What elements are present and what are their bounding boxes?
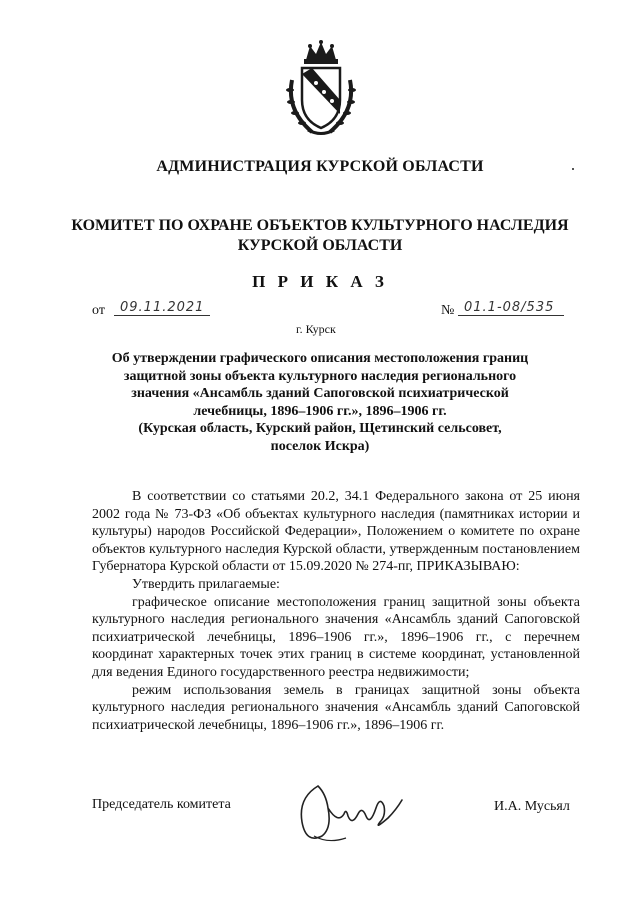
signatory-position: Председатель комитета [92,797,231,812]
coat-of-arms-icon [282,40,360,138]
signatory-name: И.А. Мусьял [494,799,570,814]
title-line: значения «Ансамбль зданий Сапоговской психиатрической [131,386,509,401]
body-paragraph-preamble: В соответствии со статьями 20.2, 34.1 Федерального закона от 25 июня 2002 года № 73-ФЗ «Об объектах культурного наследия (памятниках истории и культуры) народов Российской Федерации», Положением о комитете по охране объектов культурного наследия Курской области, утвержденным постановлением Губернатора Курской области от 15.09.2020 № 274-пг, ПРИКАЗЫВАЮ: [92,489,580,575]
committee-heading [0,216,640,256]
title-line: поселок Искра) [270,438,370,454]
order-date: 09.11.2021 [114,300,210,316]
city: г. Курск [296,322,336,336]
body-paragraph-land-use-regime: режим использования земель в границах защитной зоны объекта культурного наследия регионального значения «Ансамбль зданий Сапоговской психиатрической лечебницы, 1896–1906 гг.», 1896–1906 гг. [92,682,580,733]
handwritten-signature [288,778,408,848]
administration-heading: АДМИНИСТРАЦИЯ КУРСКОЙ ОБЛАСТИ [156,158,484,175]
title-line: Об утверждении графического описания местоположения границ [111,351,529,366]
committee-heading-line-1: КОМИТЕТ ПО ОХРАНЕ ОБЪЕКТОВ КУЛЬТУРНОГО НАСЛЕДИЯ [71,217,569,234]
order-title [0,350,640,455]
committee-heading-line-2: КУРСКОЙ ОБЛАСТИ [237,237,403,254]
order-body [92,488,580,734]
date-label: от [92,303,105,318]
title-line: (Курская область, Курский район, Щетинский сельсовет, [138,421,502,436]
body-paragraph-graphic-description: графическое описание местоположения границ защитной зоны объекта культурного наследия регионального значения «Ансамбль зданий Сапоговской психиатрической лечебницы, 1896–1906 гг.», 1896–1906 гг., с перечнем координат характерных точек этих границ в системе координат, установленной для ведения Единого государственного реестра недвижимости; [92,594,580,680]
body-paragraph-approve: Утвердить прилагаемые: [132,576,280,592]
title-line: лечебницы, 1896–1906 гг.», 1896–1906 гг. [193,403,447,419]
order-heading: П Р И К А З [252,272,388,291]
order-number: 01.1-08/535 [458,300,564,316]
title-line: защитной зоны объекта культурного наследия регионального [123,368,517,384]
number-label: № [441,303,455,318]
